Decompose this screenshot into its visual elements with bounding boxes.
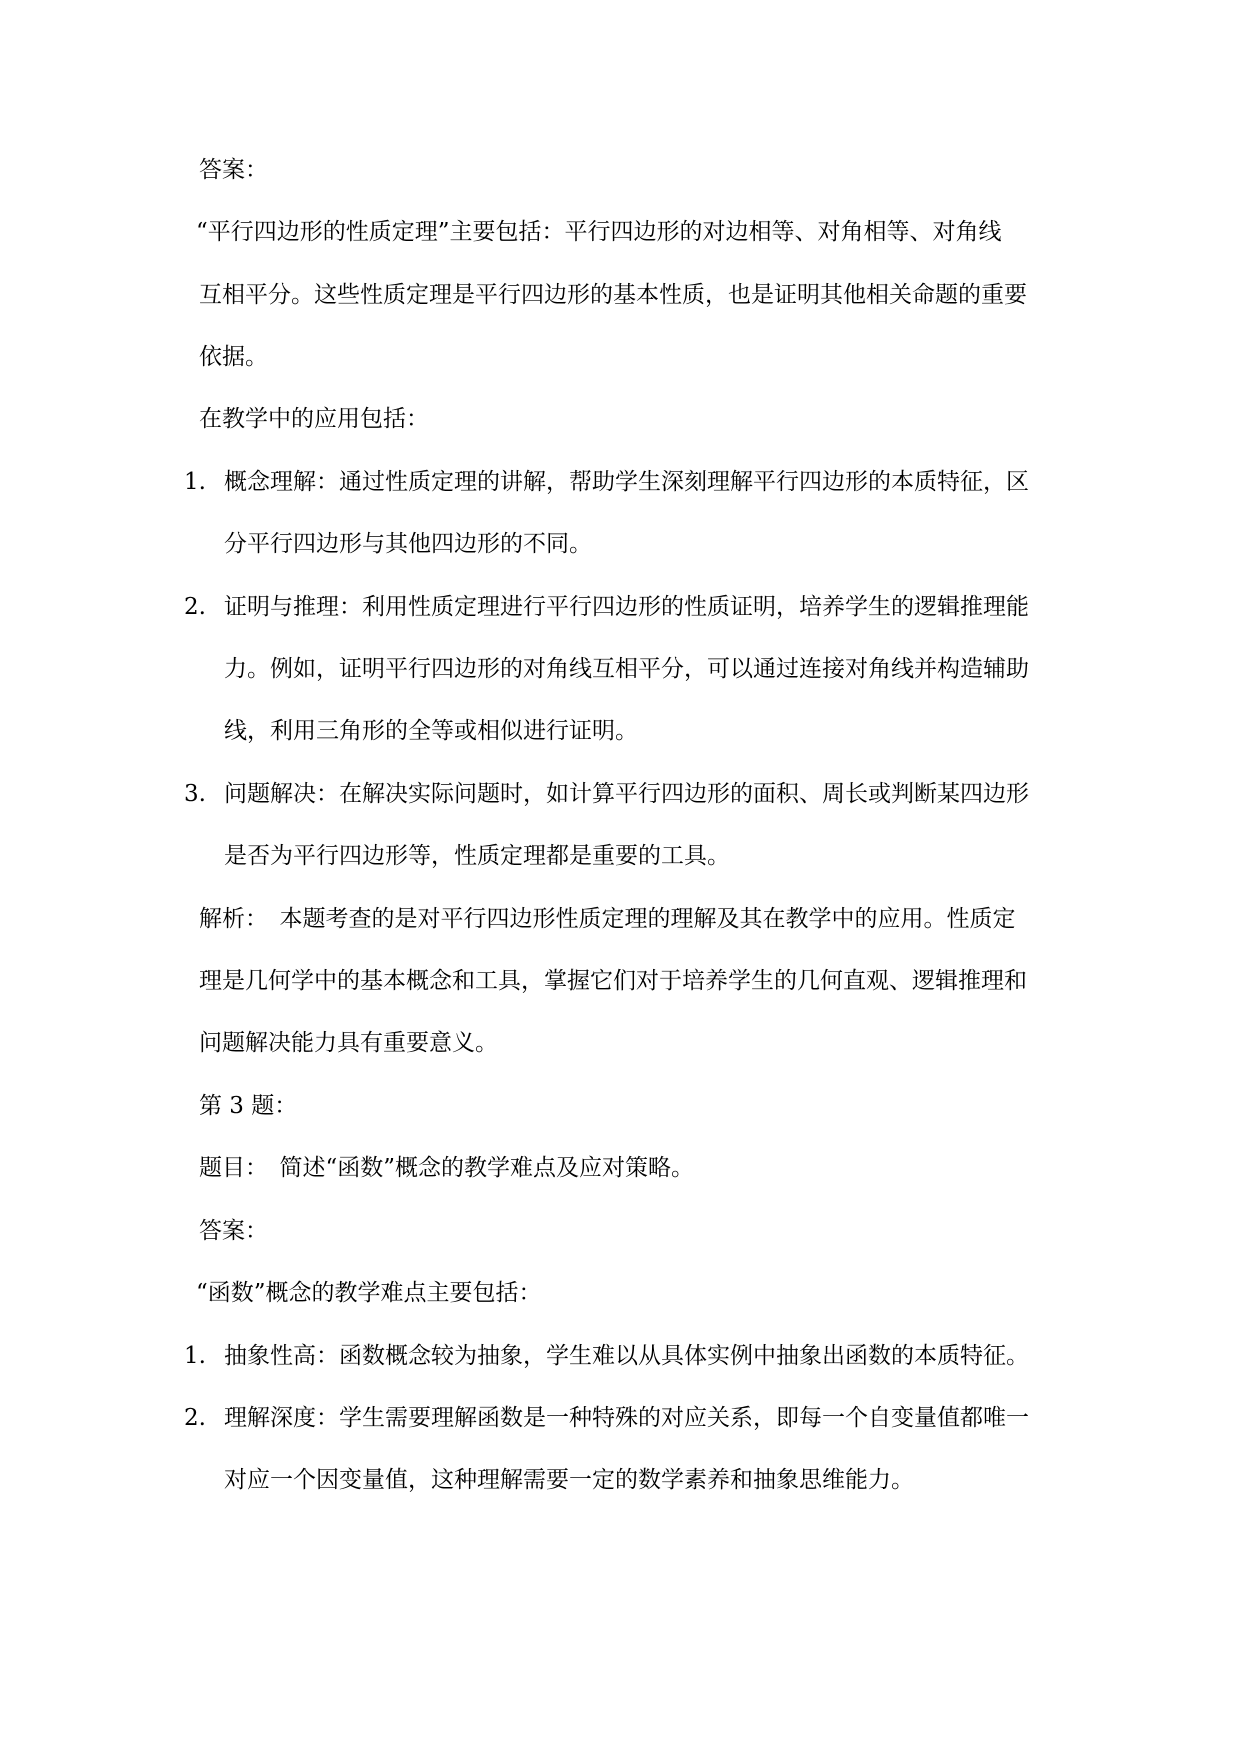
analysis-paragraph: 解析： 本题考查的是对平行四边形性质定理的理解及其在教学中的应用。性质定	[199, 906, 1016, 932]
analysis-paragraph: 问题解决能力具有重要意义。	[199, 1030, 498, 1056]
list-item-text: 是否为平行四边形等，性质定理都是重要的工具。	[224, 843, 730, 869]
paragraph-line: “函数”概念的教学难点主要包括：	[196, 1280, 542, 1306]
list-item-text: 抽象性高：函数概念较为抽象，学生难以从具体实例中抽象出函数的本质特征。	[224, 1343, 1029, 1369]
list-number: 2.	[184, 594, 206, 620]
paragraph-line: 依据。	[199, 344, 268, 370]
question-number: 第 3 题：	[199, 1093, 298, 1119]
list-item-text: 对应一个因变量值，这种理解需要一定的数学素养和抽象思维能力。	[224, 1467, 914, 1493]
list-item-text: 问题解决：在解决实际问题时，如计算平行四边形的面积、周长或判断某四边形	[224, 781, 1029, 807]
list-number: 1.	[184, 1343, 206, 1369]
answer-label: 答案：	[199, 157, 268, 183]
list-number: 2.	[184, 1405, 206, 1431]
analysis-paragraph: 理是几何学中的基本概念和工具，掌握它们对于培养学生的几何直观、逻辑推理和	[199, 968, 1027, 994]
list-item-text: 概念理解：通过性质定理的讲解，帮助学生深刻理解平行四边形的本质特征，区	[224, 469, 1029, 495]
paragraph-line: 在教学中的应用包括：	[199, 406, 429, 432]
answer-label: 答案：	[199, 1218, 268, 1244]
list-item-text: 力。例如，证明平行四边形的对角线互相平分，可以通过连接对角线并构造辅助	[224, 656, 1029, 682]
list-item-text: 分平行四边形与其他四边形的不同。	[224, 531, 592, 557]
question-title: 题目： 简述“函数”概念的教学难点及应对策略。	[199, 1155, 695, 1181]
list-item-text: 线，利用三角形的全等或相似进行证明。	[224, 718, 638, 744]
list-number: 1.	[184, 469, 206, 495]
list-number: 3.	[184, 781, 206, 807]
paragraph-line: “平行四边形的性质定理”主要包括：平行四边形的对边相等、对角相等、对角线	[196, 219, 1002, 245]
list-item-text: 证明与推理：利用性质定理进行平行四边形的性质证明，培养学生的逻辑推理能	[224, 594, 1029, 620]
paragraph-line: 互相平分。这些性质定理是平行四边形的基本性质，也是证明其他相关命题的重要	[199, 282, 1027, 308]
list-item-text: 理解深度：学生需要理解函数是一种特殊的对应关系，即每一个自变量值都唯一	[224, 1405, 1029, 1431]
